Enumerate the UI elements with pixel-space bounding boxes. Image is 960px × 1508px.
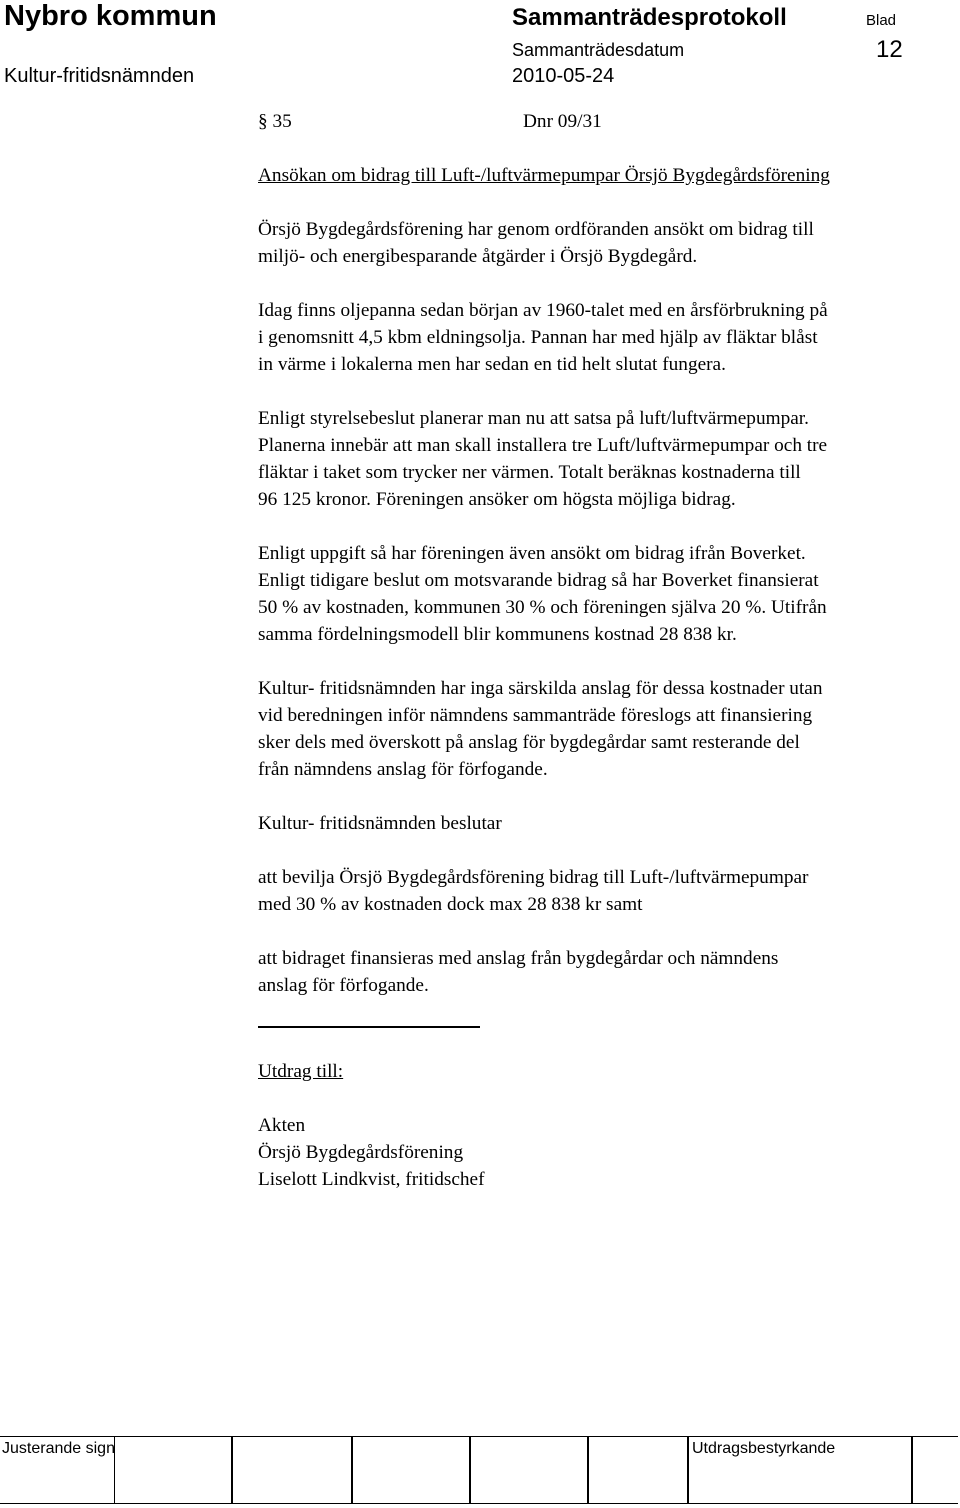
signature-box xyxy=(352,1436,470,1504)
protocol-body xyxy=(258,108,958,999)
decision-intro: Kultur- fritidsnämnden beslutar xyxy=(258,813,502,834)
text-line: att bevilja Örsjö Bygdegårdsförening bidrag till Luft-/luftvärmepumpar xyxy=(258,867,809,888)
text-line: med 30 % av kostnaden dock max 28 838 kr samt xyxy=(258,894,643,915)
paragraph-background xyxy=(258,297,958,378)
text-line: Enligt styrelsebeslut planerar man nu att satsa på luft/luftvärmepumpar. xyxy=(258,408,809,429)
distribution-recipient: Örsjö Bygdegårdsförening xyxy=(258,1142,464,1163)
text-line: fläktar i taket som trycker ner värmen. Totalt beräknas kostnaderna till xyxy=(258,462,801,483)
text-line: in värme i lokalerna men har sedan en tid helt slutat fungera. xyxy=(258,354,726,375)
meeting-date-label: Sammanträdesdatum xyxy=(512,40,685,60)
text-line: Planerna innebär att man skall installera tre Luft/luftvärmepumpar och tre xyxy=(258,435,828,456)
organization-name: Nybro kommun xyxy=(4,0,217,32)
signature-box xyxy=(470,1436,588,1504)
text-line: Enligt tidigare beslut om motsvarande bidrag så har Boverket finansierat xyxy=(258,570,819,591)
text-line: 50 % av kostnaden, kommunen 30 % och föreningen själva 20 %. Utifrån xyxy=(258,597,827,618)
text-line: Kultur- fritidsnämnden har inga särskilda anslag för dessa kostnader utan xyxy=(258,678,823,699)
text-line: 96 125 kronor. Föreningen ansöker om högsta möjliga bidrag. xyxy=(258,489,736,510)
text-line: från nämndens anslag för förfogande. xyxy=(258,759,548,780)
distribution-block xyxy=(258,1058,485,1193)
distribution-recipient: Liselott Lindkvist, fritidschef xyxy=(258,1169,485,1190)
text-line: samma fördelningsmodell blir kommunens kostnad 28 838 kr. xyxy=(258,624,737,645)
separator-line xyxy=(258,1026,480,1028)
text-line: i genomsnitt 4,5 kbm eldningsolja. Pannan har med hjälp av fläktar blåst xyxy=(258,327,818,348)
paragraph-plan xyxy=(258,405,958,513)
adjuster-sign-label: Justerande sign xyxy=(2,1440,115,1457)
text-line: sker dels med överskott på anslag för bygdegårdar samt resterande del xyxy=(258,732,800,753)
diary-number: Dnr 09/31 xyxy=(523,111,602,132)
extract-certification-label: Utdragsbestyrkande xyxy=(692,1440,836,1457)
decision-financing xyxy=(258,945,958,999)
text-line: Enligt uppgift så har föreningen även ansökt om bidrag ifrån Boverket. xyxy=(258,543,806,564)
signature-box xyxy=(588,1436,688,1504)
document-type: Sammanträdesprotokoll xyxy=(512,4,787,31)
meeting-date: 2010-05-24 xyxy=(512,65,615,87)
signature-footer xyxy=(0,1436,958,1506)
text-line: att bidraget finansieras med anslag från bygdegårdar och nämndens xyxy=(258,948,779,969)
paragraph-financing xyxy=(258,675,958,783)
signature-box xyxy=(114,1436,232,1504)
committee-name: Kultur-fritidsnämnden xyxy=(4,65,195,87)
section-title: Ansökan om bidrag till Luft-/luftvärmepumpar Örsjö Bygdegårdsförening xyxy=(258,165,830,186)
text-line: miljö- och energibesparande åtgärder i Örsjö Bygdegård. xyxy=(258,246,698,267)
page-label: Blad xyxy=(866,12,897,29)
section-number: § 35 xyxy=(258,111,292,132)
paragraph-funding xyxy=(258,540,958,648)
text-line: anslag för förfogande. xyxy=(258,975,429,996)
signature-box xyxy=(912,1436,958,1504)
signature-box xyxy=(232,1436,352,1504)
distribution-heading: Utdrag till: xyxy=(258,1061,344,1082)
section-header xyxy=(258,108,958,135)
text-line: Idag finns oljepanna sedan början av 1960-talet med en årsförbrukning på xyxy=(258,300,828,321)
page-number: 12 xyxy=(876,36,903,63)
text-line: Örsjö Bygdegårdsförening har genom ordföranden ansökt om bidrag till xyxy=(258,219,814,240)
paragraph-application xyxy=(258,216,958,270)
distribution-recipient: Akten xyxy=(258,1115,306,1136)
text-line: vid beredningen inför nämndens sammanträde föreslogs att finansiering xyxy=(258,705,813,726)
decision-grant xyxy=(258,864,958,918)
